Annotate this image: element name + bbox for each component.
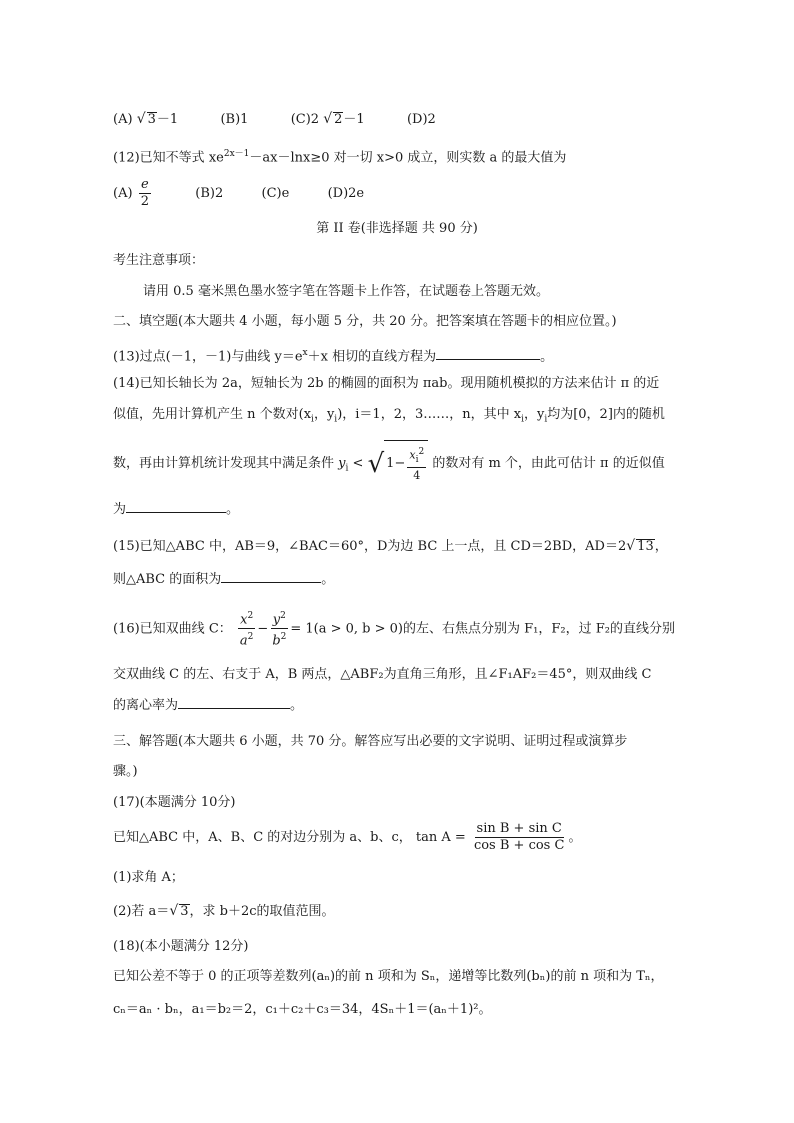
- q12-options: [113, 176, 364, 212]
- q14-answer-blank[interactable]: [126, 500, 226, 513]
- q14-condition-lt: <: [352, 456, 364, 471]
- q14-line-1: (14)已知长轴长为 2a，短轴长为 2b 的椭圆的面积为 πab。现用随机模拟的方法来估计 π 的近: [113, 376, 660, 391]
- q14-line-4: [113, 500, 239, 519]
- q16-fraction-x: [238, 608, 256, 650]
- q14-condition-sub: i: [345, 463, 349, 474]
- q14-line-3-before: 数，再由计算机统计发现其中满足条件: [113, 456, 335, 471]
- q16-line-1: [113, 608, 675, 650]
- q14-line-3-after: 的数对有 m 个，由此可估计 π 的近似值: [432, 456, 665, 471]
- q18-header: (18)(本小题满分 12分): [113, 939, 249, 954]
- q11-option-b: (B)1: [220, 112, 249, 127]
- q11-option-c-label: (C)2: [290, 112, 320, 127]
- q14-condition-sqrt: [368, 440, 429, 487]
- q13-text-2: ＋x 相切的直线方程为: [307, 349, 437, 365]
- q15-line-2-text: 则△ABC 的面积为: [113, 572, 222, 587]
- q16-line-1-before: (16)已知双曲线 C：: [113, 621, 232, 637]
- q15-line-1: [113, 537, 668, 556]
- q12-text-before: (12)已知不等式 xe: [113, 150, 224, 166]
- q12-text-after: －ax－lnx≥0 对一切 x>0 成立，则实数 a 的最大值为: [249, 150, 567, 166]
- q17-part-2: [113, 902, 335, 921]
- q14-line-2-b: ，y: [313, 407, 335, 422]
- q16-line-3: [113, 696, 303, 715]
- q12-option-d: (D)2e: [327, 186, 365, 201]
- q13-text: (13)过点(－1，－1)与曲线 y＝e: [113, 349, 303, 365]
- q15-radicand: 13: [637, 539, 654, 554]
- part-3-title-line-1: 三、解答题(本大题共 6 小题，共 70 分。解答应写出必要的文字说明、证明过程或演算步: [113, 734, 628, 749]
- section-2-title: 第 II 卷(非选择题 共 90 分): [316, 221, 478, 236]
- q18-line-2: cₙ＝aₙ · bₙ，a₁＝b₂＝2，c₁＋c₂＋c₃＝34，4Sₙ＋1＝(aₙ＋1)²。: [113, 1002, 492, 1017]
- sqrt-symbol: √: [169, 903, 179, 919]
- q16-minus: −: [257, 621, 269, 637]
- sqrt-symbol: √: [367, 448, 385, 479]
- q11-option-a-suffix: －1: [156, 112, 179, 127]
- q17-part-2-after: ，求 b＋2c的取值范围。: [189, 904, 335, 919]
- q12-option-c: (C)e: [261, 186, 290, 201]
- q12-stem: [113, 145, 566, 167]
- q17-stem-before: 已知△ABC 中，A、B、C 的对边分别为 a、b、c，: [113, 830, 412, 845]
- q12-exponent: 2x－1: [223, 149, 250, 159]
- q13-stem: [113, 344, 553, 366]
- q15-line-1-before: (15)已知△ABC 中，AB＝9，∠BAC＝60°，D为边 BC 上一点，且 CD＝2BD，AD＝2: [113, 539, 627, 554]
- q11-option-a-radicand: 3: [147, 112, 156, 127]
- q12-option-a-fraction: [139, 177, 151, 210]
- q17-fraction: [472, 821, 566, 854]
- q15-answer-blank[interactable]: [221, 570, 321, 583]
- q14-line-2-e: 均为[0，2]内的随机: [547, 407, 665, 422]
- q14-sub: i: [544, 414, 548, 425]
- q13-exponent: x: [302, 348, 308, 358]
- q16-answer-blank[interactable]: [178, 696, 290, 709]
- q17-header: (17)(本题满分 10分): [113, 795, 236, 810]
- sqrt-symbol: √: [323, 111, 333, 127]
- q16-end: 。: [290, 698, 304, 713]
- q14-sub: i: [521, 414, 524, 425]
- q17-radicand: 3: [180, 904, 189, 919]
- q12-option-a-numerator: e: [140, 177, 149, 192]
- q13-answer-blank[interactable]: [436, 347, 540, 360]
- q14-condition-x-sup: 2: [418, 446, 425, 457]
- q16-sup: 2: [280, 611, 286, 621]
- q14-line-3: [113, 440, 665, 492]
- q16-line-2: 交双曲线 C 的左、右支于 A，B 两点，△ABF₂为直角三角形，且∠F₁AF₂＝45°，则双曲线 C: [113, 667, 652, 682]
- q14-condition-den: 4: [413, 469, 421, 483]
- q17-end: 。: [568, 830, 582, 845]
- q11-options: [113, 110, 436, 129]
- q17-denominator: cos B + cos C: [473, 838, 565, 853]
- q14-sub: i: [311, 414, 314, 425]
- q14-line-2: [113, 406, 665, 429]
- q16-line-3-text: 的离心率为: [113, 698, 179, 713]
- q14-line-2-a: 似值，先用计算机产生 n 个数对(x: [113, 407, 312, 422]
- q14-condition-one-minus: 1−: [386, 456, 406, 471]
- q16-sup: 2: [247, 632, 254, 643]
- q17-tan: tan A =: [415, 830, 466, 845]
- q16-fraction-y: [270, 608, 288, 650]
- q11-option-d: (D)2: [406, 112, 436, 127]
- q16-line-1-after: 的左、右焦点分别为 F₁，F₂，过 F₂的直线分别: [403, 621, 675, 637]
- notice-title: 考生注意事项：: [113, 253, 205, 268]
- q14-line-2-d: ，y: [523, 407, 545, 422]
- q14-end: 。: [226, 502, 240, 517]
- q16-equation-rest: = 1(a > 0, b > 0): [290, 621, 404, 637]
- q15-end: 。: [321, 572, 335, 587]
- q11-option-c-suffix: －1: [343, 112, 365, 127]
- q14-condition-x: x: [409, 448, 416, 462]
- q15-line-2: [113, 570, 334, 589]
- q17-numerator: sin B + sin C: [476, 821, 562, 836]
- q11-option-c-radicand: 2: [334, 112, 343, 127]
- q15-line-1-after: ，: [654, 539, 668, 554]
- sqrt-symbol: √: [626, 538, 636, 554]
- part-2-title: 二、填空题(本大题共 4 小题，每小题 5 分，共 20 分。把答案填在答题卡的相应位置。): [113, 314, 617, 329]
- q18-line-1: 已知公差不等于 0 的正项等差数列(aₙ)的前 n 项和为 Sₙ，递增等比数列(bₙ)的前 n 项和为 Tₙ，: [113, 969, 664, 984]
- q17-part-2-before: (2)若 a＝: [113, 904, 170, 919]
- q11-option-a-label: (A): [113, 112, 133, 127]
- q14-condition-x-sub: i: [415, 454, 419, 465]
- q14-line-2-c: )，i＝1，2，3……，n，其中 x: [337, 407, 522, 422]
- q12-option-a-label: (A): [113, 186, 133, 201]
- q17-stem: [113, 818, 581, 858]
- notice-body: 请用 0.5 毫米黑色墨水签字笔在答题卡上作答，在试题卷上答题无效。: [143, 284, 549, 299]
- q16-sup: 2: [280, 632, 287, 643]
- q16-a: a: [239, 633, 248, 649]
- q16-x: x: [240, 612, 248, 628]
- q16-y: y: [272, 612, 281, 628]
- q16-sup: 2: [247, 611, 254, 621]
- q12-option-b: (B)2: [195, 186, 224, 201]
- q14-sub: i: [334, 414, 338, 425]
- q12-option-a-denominator: 2: [140, 194, 149, 209]
- q17-part-1: (1)求角 A；: [113, 870, 184, 885]
- part-3-title-line-2: 骤。): [113, 764, 138, 779]
- sqrt-symbol: √: [136, 111, 146, 127]
- q14-line-4-text: 为: [113, 502, 127, 517]
- q14-condition-y: y: [338, 456, 346, 471]
- q13-end: 。: [540, 349, 554, 365]
- q16-b: b: [272, 633, 281, 649]
